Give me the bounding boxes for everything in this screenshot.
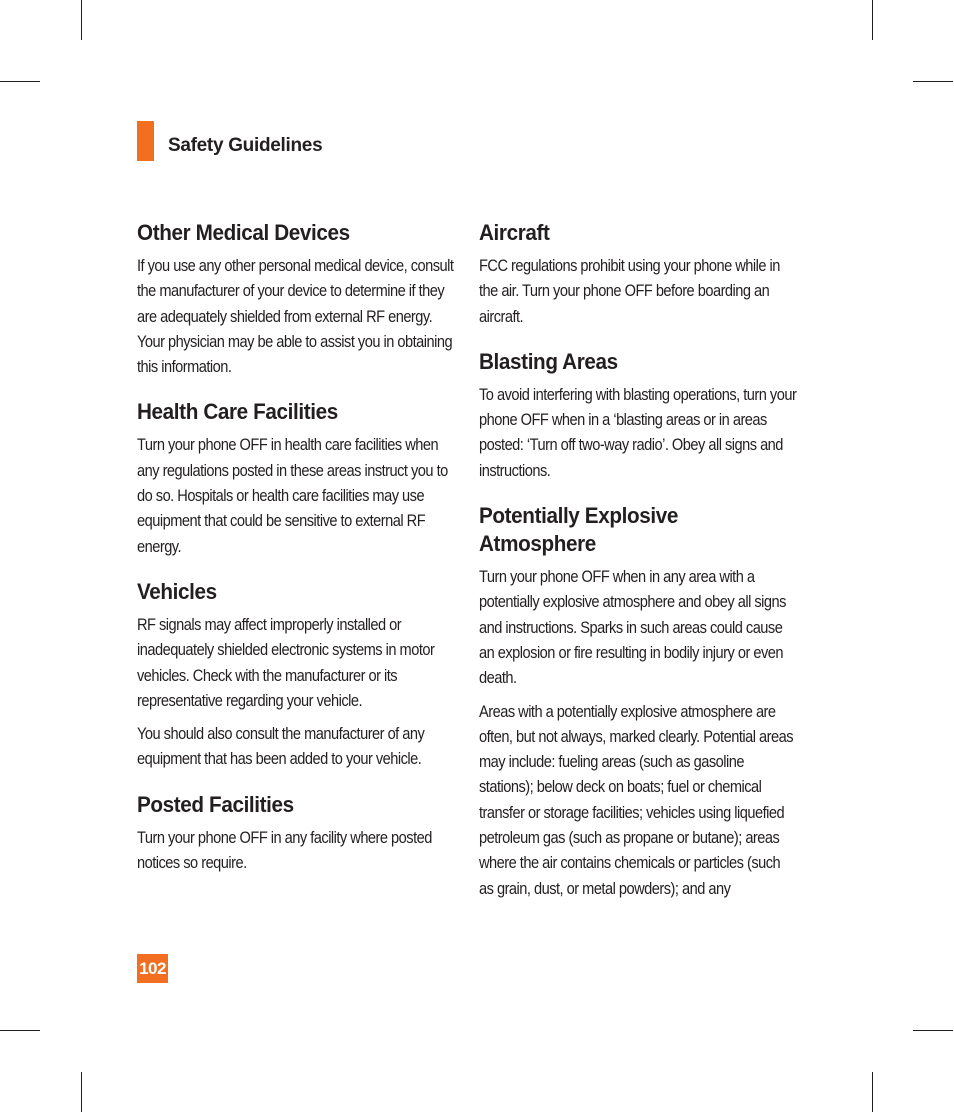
crop-mark-bottom-left [81,1072,82,1112]
page-number: 102 [137,954,168,983]
section-potentially-explosive-atmosphere [479,502,799,901]
section-paragraph: Turn your phone OFF in health care facilities when any regulations posted in these areas instruct you to do so. Hospitals or health care facilities may use equipment that could be sensitive to external RF energy. [137,435,448,556]
section-paragraph: RF signals may affect improperly installed or inadequately shielded electronic systems in motor vehicles. Check with the manufacturer or its representative regarding your vehicle. [137,614,435,710]
section-heading: Blasting Areas [479,348,618,374]
section-vehicles [137,578,457,772]
section-posted-facilities [137,791,457,876]
crop-mark-top-right [872,0,873,40]
crop-mark-bottom-right [872,1072,873,1112]
section-paragraph: You should also consult the manufacturer of any equipment that has been added to your vehicle. [137,724,425,769]
section-paragraph: If you use any other personal medical device, consult the manufacturer of your device to determine if they are adequately shielded from external RF energy. Your physician may be able to assist you in obtaining this information. [137,256,454,377]
section-aircraft [479,219,799,329]
section-heading: Other Medical Devices [137,220,350,245]
section-heading: Health Care Facilities [137,399,338,425]
section-health-care-facilities [137,398,457,558]
crop-mark-bottom-right-h [913,1030,953,1031]
crop-mark-top-left [81,0,82,40]
section-paragraph: FCC regulations prohibit using your phone while in the air. Turn your phone OFF before boarding an aircraft. [479,256,780,326]
section-paragraph: Turn your phone OFF when in any area with a potentially explosive atmosphere and obey all signs and instructions. Sparks in such areas could cause an explosion or fire resulting in bodily injury or even death. [479,567,786,688]
section-title: Safety Guidelines [168,135,323,156]
right-column [479,219,799,920]
section-heading: Aircraft [479,220,550,245]
crop-mark-top-right-h [913,81,953,82]
section-heading: Potentially Explosive Atmosphere [479,503,678,557]
section-paragraph: To avoid interfering with blasting operations, turn your phone OFF when in a ‘blasting areas or in areas posted: ‘Turn off two-way radio’. Obey all signs and instructions. [479,384,797,480]
header-accent-bar [137,121,154,161]
left-column [137,219,457,894]
section-paragraph: Areas with a potentially explosive atmosphere are often, but not always, marked clearly. Potential areas may include: fueling areas (such as gasoline stations); below deck on boats; fuel or chemical transfer or storage facilities; vehicles using liquefied petroleum gas (such as propane or butane); areas where the air contains chemicals or particles (such as grain, dust, or metal powders); and any [479,701,793,898]
section-paragraph: Turn your phone OFF in any facility where posted notices so require. [137,827,432,873]
section-blasting-areas [479,348,799,483]
section-heading: Vehicles [137,578,217,604]
crop-mark-top-left-h [0,81,40,82]
section-heading: Posted Facilities [137,791,294,817]
section-other-medical-devices [137,219,457,379]
crop-mark-bottom-left-h [0,1030,40,1031]
